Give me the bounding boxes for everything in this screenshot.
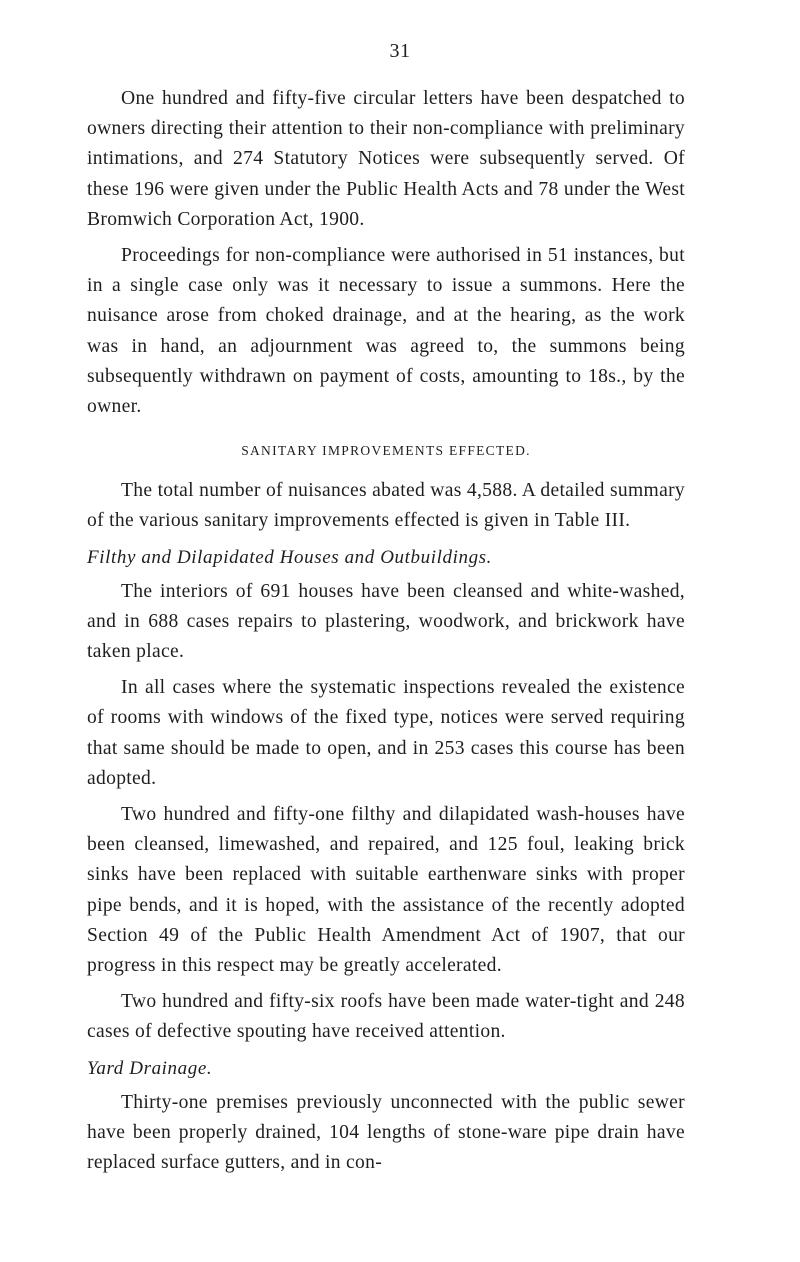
paragraph-circular-letters: One hundred and fifty-five circular letters have been despatched to owners directing their attention to their non-compliance with preliminary intimations, and 274 Statutory Notices were subsequently served. Of these 196 were given under the Public Health Acts and 78 under the West Bromwich Corporation Act, 1900. xyxy=(87,88,685,230)
page-body xyxy=(87,84,685,1178)
paragraph-interiors: The interiors of 691 houses have been cleansed and white-washed, and in 688 cases repairs to plastering, woodwork, and brickwork have taken place. xyxy=(87,580,685,663)
paragraph-proceedings: Proceedings for non-compliance were authorised in 51 instances, but in a single case only was it necessary to issue a summons. Here the nuisance arose from choked drainage, and at the hearing, as the work was in hand, an adjournment was agreed to, the summons being subsequently withdrawn on payment of costs, amounting to 18s., by the owner. xyxy=(87,245,685,418)
paragraph-windows: In all cases where the systematic inspections revealed the existence of rooms with windows of the fixed type, notices were served requiring that same should be made to open, and in 253 cases this course has been adopted. xyxy=(87,677,685,789)
subheading-filthy-houses: Filthy and Dilapidated Houses and Outbuildings. xyxy=(87,546,493,568)
paragraph-wash-houses: Two hundred and fifty-one filthy and dilapidated wash-houses have been cleansed, limewashed, and repaired, and 125 foul, leaking brick sinks have been replaced with suitable earthenware sinks with proper pipe bends, and it is hoped, with the assistance of the recently adopted Section 49 of the Public Health Amendment Act of 1907, that our progress in this respect may be greatly accelerated. xyxy=(87,804,685,977)
paragraph-roofs: Two hundred and fifty-six roofs have been made water-tight and 248 cases of defective spouting have received attention. xyxy=(87,991,685,1043)
page-number: 31 xyxy=(389,40,411,62)
paragraph-nuisances-abated: The total number of nuisances abated was 4,588. A detailed summary of the various sanitary improvements effected is given in Table III. xyxy=(87,480,685,532)
paragraph-premises-drained: Thirty-one premises previously unconnected with the public sewer have been properly drained, 104 lengths of stone-ware pipe drain have replaced surface gutters, and in con- xyxy=(87,1091,685,1174)
section-heading-sanitary-improvements: SANITARY IMPROVEMENTS EFFECTED. xyxy=(241,443,531,459)
subheading-yard-drainage: Yard Drainage. xyxy=(87,1057,213,1079)
